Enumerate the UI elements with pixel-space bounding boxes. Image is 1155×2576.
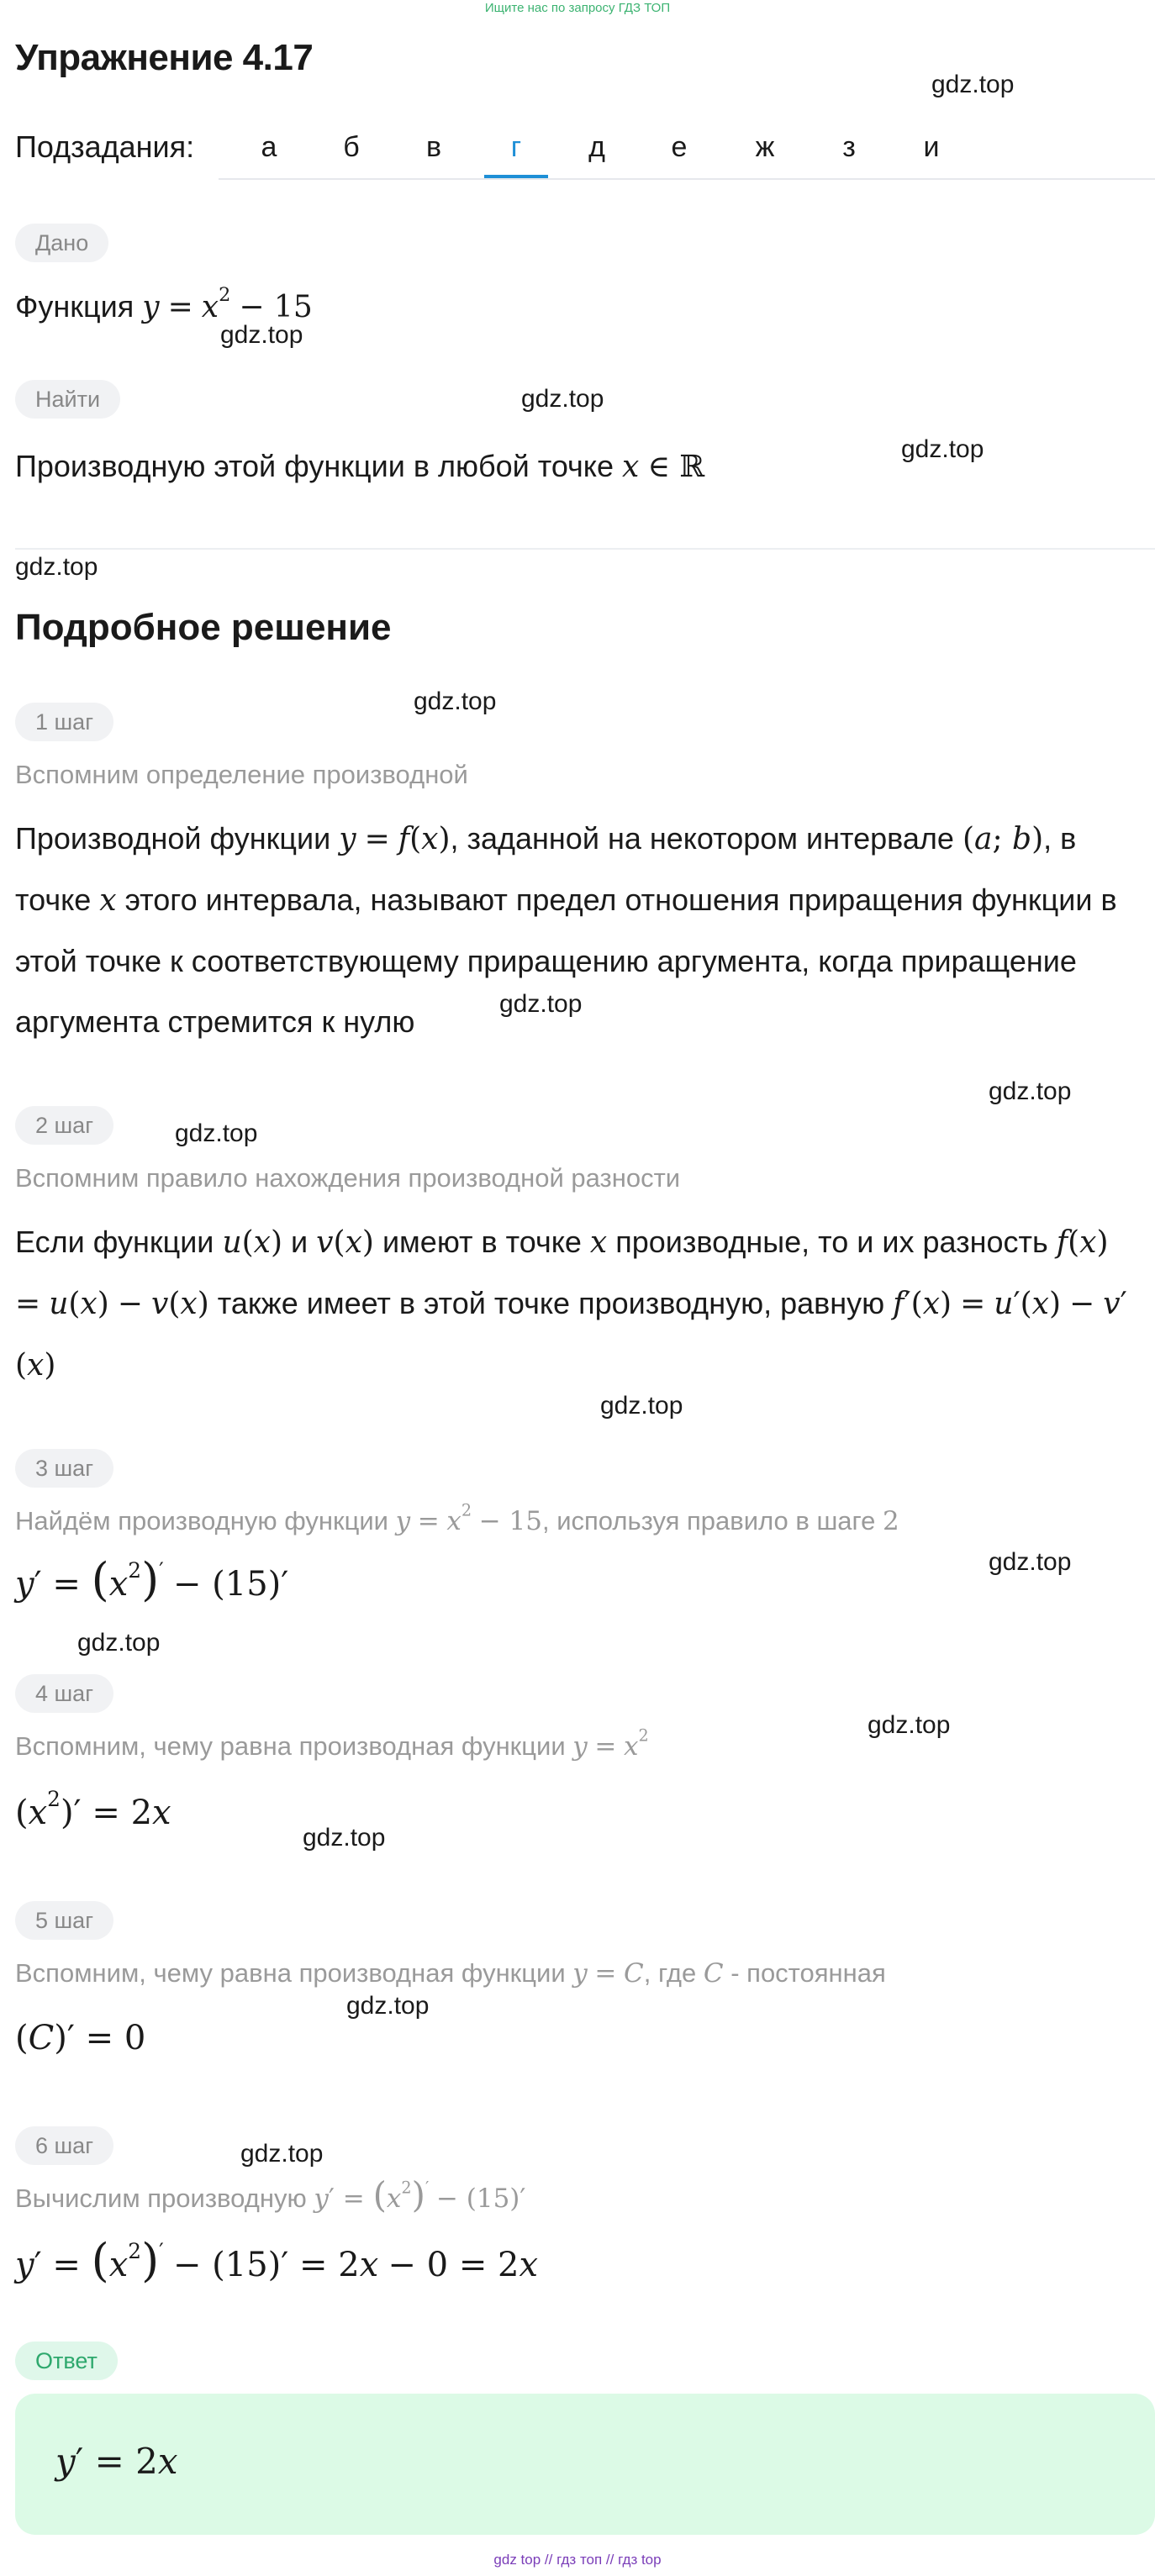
- watermark: gdz.top: [77, 1629, 161, 1657]
- step-6-hint: Вычислим производную $y' = (x^2)' - (15)'$: [15, 2174, 526, 2215]
- step-3-chip: 3 шаг: [15, 1449, 113, 1488]
- watermark: gdz.top: [989, 1548, 1072, 1576]
- step-5-hint: Вспомним, чему равна производная функции y = C, где C - постоянная: [15, 1958, 886, 1989]
- step-4-hint: Вспомним, чему равна производная функции $y = x^2$: [15, 1725, 649, 1762]
- step-6-chip: 6 шаг: [15, 2126, 113, 2165]
- step-2-chip: 2 шаг: [15, 1106, 113, 1145]
- tab-i[interactable]: и: [923, 131, 940, 163]
- watermark: gdz.top: [931, 71, 1015, 98]
- watermark: gdz.top: [989, 1077, 1072, 1105]
- tab-b[interactable]: б: [343, 131, 360, 163]
- page-title: Упражнение 4.17: [15, 37, 314, 78]
- step-2-hint: Вспомним правило нахождения производной разности: [15, 1163, 681, 1193]
- find-text: Производную этой функции в любой точке x ∈ ℝ: [15, 449, 705, 484]
- tab-a[interactable]: а: [261, 131, 277, 163]
- find-chip: Найти: [15, 380, 120, 419]
- step-5-equation: (C)′ = 0: [15, 2019, 146, 2057]
- watermark: gdz.top: [303, 1824, 386, 1852]
- tab-e[interactable]: е: [671, 131, 688, 163]
- watermark: gdz.top: [220, 321, 303, 349]
- watermark: gdz.top: [868, 1711, 951, 1739]
- tab-z[interactable]: з: [842, 131, 856, 163]
- step-1-hint: Вспомним определение производной: [15, 760, 468, 789]
- step-1-body: Производной функции y = f(x), заданной на некотором интервале (a; b), в точке x этого интервала, называют предел отношения приращения функции в этой точке к соответствующему приращению аргумента, когда приращение аргумента стремится к нулю: [15, 821, 1117, 1039]
- watermark: gdz.top: [521, 385, 604, 413]
- footer-links[interactable]: gdz top // гдз топ // гдз top: [493, 2552, 662, 2568]
- watermark: gdz.top: [15, 553, 98, 581]
- step-3-hint: Найдём производную функции $y = x^2 - 15$, используя правило в шаге 2: [15, 1500, 899, 1536]
- step-4-equation: $(x^2)' = 2x$: [15, 1786, 171, 1832]
- watermark: gdz.top: [240, 2140, 324, 2168]
- watermark: gdz.top: [346, 1992, 430, 2020]
- subtasks-bar: [15, 126, 1155, 180]
- tab-zh[interactable]: ж: [755, 131, 775, 163]
- step-2-body: Если функции u(x) и v(x) имеют в точке x производные, то и их разность f(x) = u(x) − v(x) также имеет в этой точке производную, равную f′(x) = u′(x) − v′(x): [15, 1225, 1127, 1383]
- watermark: gdz.top: [499, 990, 583, 1018]
- answer-chip: Ответ: [15, 2342, 118, 2380]
- watermark: gdz.top: [901, 435, 984, 463]
- tab-v[interactable]: в: [425, 131, 442, 163]
- step-1-chip: 1 шаг: [15, 703, 113, 741]
- tab-d[interactable]: д: [588, 131, 605, 163]
- subtasks-label: Подзадания:: [15, 129, 195, 164]
- answer-box: [15, 2394, 1155, 2535]
- watermark: gdz.top: [600, 1392, 683, 1420]
- answer-equation: y′ = 2x: [55, 2441, 178, 2482]
- solution-title: Подробное решение: [15, 607, 392, 648]
- given-chip: Дано: [15, 224, 108, 262]
- divider: [15, 548, 1155, 550]
- tab-g-active[interactable]: г: [484, 126, 548, 178]
- step-4-chip: 4 шаг: [15, 1674, 113, 1713]
- step-5-chip: 5 шаг: [15, 1901, 113, 1940]
- watermark: gdz.top: [414, 687, 497, 715]
- top-banner[interactable]: Ищите нас по запросу ГДЗ ТОП: [484, 1, 671, 15]
- subtask-tabs: [219, 126, 1155, 180]
- step-3-equation: $y' = (x^2)' - (15)'$: [15, 1553, 289, 1606]
- step-6-equation: $y' = (x^2)' - (15)' = 2x - 0 = 2x$: [15, 2234, 539, 2287]
- watermark: gdz.top: [175, 1119, 258, 1147]
- given-text: Функция $y = x^2 - 15$: [15, 284, 313, 324]
